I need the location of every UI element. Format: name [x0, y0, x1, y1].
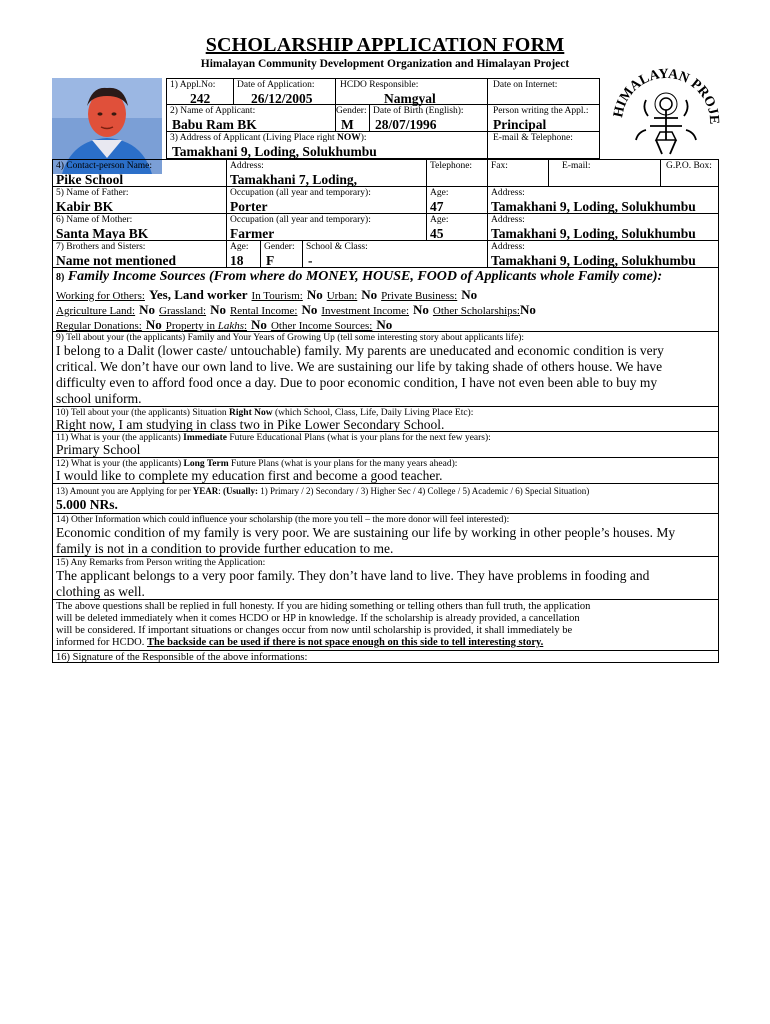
- honesty-notice: The above questions shall be replied in full honesty. If you are hiding something or telling others than full truth, the application will be deleted immediately when it comes HCDO or HP in knowledge. If the scholarship is already provided, a cancellation will be considered. If important situations or changes occur from now until scholarship is provided, it shall immediately be informed for HCDO. The backside can be used if there is not space enough on this side to tell interesting story.: [56, 601, 591, 648]
- email-telephone-label: E-mail & Telephone:: [493, 133, 573, 143]
- q12-answer: I would like to complete my education first and become a good teacher.: [56, 468, 443, 483]
- siblings-name-value: Name not mentioned: [56, 253, 176, 268]
- gender-value: M: [341, 117, 354, 132]
- date-application-label: Date of Application:: [237, 80, 315, 90]
- contact-person-label: 4) Contact-person Name:: [56, 161, 153, 171]
- mother-name-label: 6) Name of Mother:: [56, 215, 133, 225]
- date-internet-label: Date on Internet:: [493, 80, 558, 90]
- himalayan-project-logo: [610, 60, 720, 160]
- contact-person-value: Pike School: [56, 172, 124, 187]
- q10-answer: Right now, I am studying in class two in Pike Lower Secondary School.: [56, 417, 445, 432]
- q11-label: 11) What is your (the applicants) Immediate Future Educational Plans (what is your plans for the next few years):: [56, 433, 491, 443]
- mother-age-value: 45: [430, 226, 444, 241]
- q13-label: 13) Amount you are Applying for per YEAR: (Usually: 1) Primary / 2) Secondary / 3) Higher Sec / 4) College / 5) Academic / 6) Special Situation): [56, 486, 590, 496]
- address-label: 3) Address of Applicant (Living Place right NOW):: [170, 133, 367, 143]
- income-line-2: Agriculture Land: No Grassland: No Rental Income: No Investment Income: No Other Scholarships:No: [56, 302, 536, 317]
- father-address-value: Tamakhani 9, Loding, Solukhumbu: [491, 199, 696, 214]
- father-address-label: Address:: [491, 188, 525, 198]
- q14-answer: Economic condition of my family is very poor. We are sustaining our life by working in other people’s houses. My family is not in a condition to provide further education to me.: [56, 525, 676, 556]
- siblings-school-value: -: [308, 253, 313, 268]
- mother-occupation-value: Farmer: [230, 226, 275, 241]
- q15-answer: The applicant belongs to a very poor family. They don’t have land to live. They have problems in fooding and clothing as well.: [56, 568, 650, 599]
- form-subtitle: Himalayan Community Development Organization and Himalayan Project: [200, 58, 570, 70]
- q15-label: 15) Any Remarks from Person writing the Application:: [56, 558, 266, 568]
- father-age-label: Age:: [430, 188, 449, 198]
- person-writing-label: Person writing the Appl.:: [493, 106, 589, 116]
- siblings-gender-value: F: [266, 253, 275, 268]
- fax-label: Fax:: [491, 161, 508, 171]
- q9-answer: I belong to a Dalit (lower caste/ untouchable) family. My parents are uneducated and economic condition is very critical. We don’t have our own land to live. We are sustaining our life by taking shade of others house. We have difficulty even to afford food once a day. Due to poor economic condition, I have not even been able to buy my school uniform.: [56, 343, 664, 406]
- q12-label: 12) What is your (the applicants) Long Term Future Plans (what is your plans for the many years ahead):: [56, 459, 458, 469]
- email-label: E-mail:: [562, 161, 591, 171]
- mother-address-value: Tamakhani 9, Loding, Solukhumbu: [491, 226, 696, 241]
- appl-no-label: 1) Appl.No:: [170, 80, 216, 90]
- q13-answer: 5.000 NRs.: [56, 497, 118, 512]
- address-value: Tamakhani 9, Loding, Solukhumbu: [172, 144, 377, 159]
- telephone-label: Telephone:: [430, 161, 473, 171]
- father-name-value: Kabir BK: [56, 199, 114, 214]
- father-occupation-value: Porter: [230, 199, 268, 214]
- income-sources-heading: 8) Family Income Sources (From where do MONEY, HOUSE, FOOD of Applicants whole Family come):: [56, 269, 663, 284]
- person-writing-value: Principal: [493, 117, 547, 132]
- q10-label: 10) Tell about your (the applicants) Situation Right Now (which School, Class, Life, Daily Living Place Etc):: [56, 408, 474, 418]
- income-line-1: Working for Others: Yes, Land worker In Tourism: No Urban: No Private Business: No: [56, 287, 478, 302]
- mother-name-value: Santa Maya BK: [56, 226, 149, 241]
- siblings-school-label: School & Class:: [306, 242, 368, 252]
- gender-label: Gender:: [336, 106, 367, 116]
- siblings-age-label: Age:: [230, 242, 249, 252]
- q11-answer: Primary School: [56, 442, 141, 457]
- hcdo-responsible-value: Namgyal: [384, 91, 436, 106]
- siblings-age-value: 18: [230, 253, 244, 268]
- siblings-address-value: Tamakhani 9, Loding, Solukhumbu: [491, 253, 696, 268]
- father-age-value: 47: [430, 199, 444, 214]
- form-title: SCHOLARSHIP APPLICATION FORM: [205, 34, 565, 56]
- q14-label: 14) Other Information which could influence your scholarship (the more you tell – the more donor will feel interested):: [56, 515, 510, 525]
- applicant-name-label: 2) Name of Applicant:: [170, 106, 256, 116]
- applicant-name-value: Babu Ram BK: [172, 117, 257, 132]
- q16-signature-label: 16) Signature of the Responsible of the above informations:: [56, 652, 308, 663]
- q9-label: 9) Tell about your (the applicants) Family and Your Years of Growing Up (tell some interesting story about applicants life):: [56, 333, 525, 343]
- contact-address-label: Address:: [230, 161, 264, 171]
- dob-value: 28/07/1996: [375, 117, 437, 132]
- appl-no-value: 242: [190, 91, 211, 106]
- date-application-value: 26/12/2005: [251, 91, 313, 106]
- income-line-3: Regular Donations: No Property in Lakhs: No Other Income Sources: No: [56, 317, 393, 332]
- siblings-label: 7) Brothers and Sisters:: [56, 242, 146, 252]
- mother-address-label: Address:: [491, 215, 525, 225]
- dob-label: Date of Birth (English):: [373, 106, 464, 116]
- contact-address-value: Tamakhani 7, Loding,: [230, 172, 358, 187]
- siblings-gender-label: Gender:: [264, 242, 295, 252]
- mother-age-label: Age:: [430, 215, 449, 225]
- hcdo-responsible-label: HCDO Responsible:: [340, 80, 419, 90]
- gpo-box-label: G.P.O. Box:: [666, 161, 712, 171]
- siblings-address-label: Address:: [491, 242, 525, 252]
- father-occupation-label: Occupation (all year and temporary):: [230, 188, 371, 198]
- father-name-label: 5) Name of Father:: [56, 188, 129, 198]
- logo-text: HIMALAYAN PROJE: [611, 66, 720, 125]
- mother-occupation-label: Occupation (all year and temporary):: [230, 215, 371, 225]
